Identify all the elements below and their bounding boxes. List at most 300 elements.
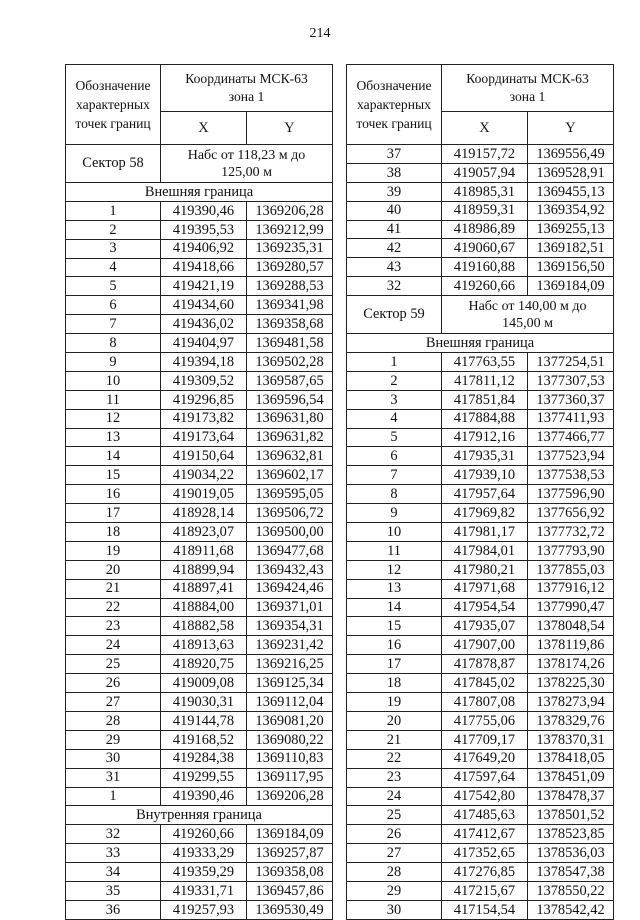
coord-y: 1369182,51 [528, 239, 614, 258]
table-row [347, 409, 614, 428]
coord-y: 1369255,13 [528, 220, 614, 239]
coord-y: 1377916,12 [528, 579, 614, 598]
header-coord-line: Координаты МСК-63 [185, 71, 308, 86]
point-number: 34 [66, 863, 161, 882]
coord-x: 418920,75 [161, 655, 247, 674]
sector-range-line: Набс от 118,23 м до [187, 147, 306, 163]
coord-x: 419284,38 [161, 749, 247, 768]
header-label-line: точек границ [356, 116, 432, 131]
coord-y: 1377793,90 [528, 541, 614, 560]
coord-x: 419331,71 [161, 881, 247, 900]
point-number: 10 [347, 523, 442, 542]
coord-y: 1369184,09 [247, 825, 333, 844]
table-row [347, 541, 614, 560]
point-number: 24 [66, 636, 161, 655]
coord-x: 419390,46 [161, 201, 247, 220]
coord-x: 417649,20 [442, 749, 528, 768]
table-row [66, 768, 333, 787]
coord-x: 417763,55 [442, 353, 528, 372]
coord-x: 418913,63 [161, 636, 247, 655]
table-row [66, 617, 333, 636]
table-row [66, 749, 333, 768]
table-row [66, 239, 333, 258]
point-number: 19 [66, 541, 161, 560]
section-title: Внешняя граница [347, 334, 614, 353]
coord-x: 417907,00 [442, 636, 528, 655]
coord-x: 417276,85 [442, 863, 528, 882]
coord-y: 1378542,42 [528, 900, 614, 919]
coord-y: 1369206,28 [247, 201, 333, 220]
coord-y: 1369280,57 [247, 258, 333, 277]
table-row [66, 315, 333, 334]
coord-x: 419150,64 [161, 447, 247, 466]
table-row [347, 881, 614, 900]
sector-name: Сектор 58 [66, 145, 161, 183]
coord-x: 417884,88 [442, 409, 528, 428]
coord-y: 1378048,54 [528, 617, 614, 636]
coord-x: 419260,66 [161, 825, 247, 844]
point-number: 23 [66, 617, 161, 636]
table-row [66, 523, 333, 542]
point-number: 23 [347, 768, 442, 787]
point-number: 22 [66, 598, 161, 617]
coord-y: 1369080,22 [247, 730, 333, 749]
coord-x: 418928,14 [161, 504, 247, 523]
coord-x: 417957,64 [442, 485, 528, 504]
point-number: 16 [347, 636, 442, 655]
point-number: 30 [347, 900, 442, 919]
point-number: 26 [66, 674, 161, 693]
section-row [66, 183, 333, 202]
table-row [347, 220, 614, 239]
coord-y: 1369354,31 [247, 617, 333, 636]
coord-y: 1369506,72 [247, 504, 333, 523]
table-row [66, 428, 333, 447]
header-coordinates [442, 65, 614, 112]
coord-x: 417811,12 [442, 371, 528, 390]
point-number: 12 [347, 560, 442, 579]
coord-x: 417755,06 [442, 711, 528, 730]
table-row [66, 579, 333, 598]
coord-y: 1378536,03 [528, 844, 614, 863]
sector-height-range [161, 145, 333, 183]
table-row [66, 258, 333, 277]
point-number: 14 [66, 447, 161, 466]
table-row [347, 428, 614, 447]
coord-x: 419057,94 [442, 163, 528, 182]
point-number: 18 [347, 674, 442, 693]
coord-y: 1369257,87 [247, 844, 333, 863]
coord-y: 1369216,25 [247, 655, 333, 674]
header-x: X [161, 112, 247, 145]
coord-x: 417954,54 [442, 598, 528, 617]
table-row [347, 258, 614, 277]
coord-y: 1369481,58 [247, 334, 333, 353]
table-row [66, 711, 333, 730]
header-y: Y [528, 112, 614, 145]
table-row [66, 881, 333, 900]
page-number: 214 [309, 26, 331, 41]
point-number: 32 [347, 277, 442, 296]
coord-y: 1377990,47 [528, 598, 614, 617]
table-row [347, 560, 614, 579]
table-row [66, 201, 333, 220]
point-number: 26 [347, 825, 442, 844]
coord-x: 418911,68 [161, 541, 247, 560]
coord-x: 419160,88 [442, 258, 528, 277]
coord-y: 1369556,49 [528, 145, 614, 164]
header-coord-line: зона 1 [228, 89, 265, 104]
table-row [347, 655, 614, 674]
point-number: 15 [66, 466, 161, 485]
table-row [66, 371, 333, 390]
coord-y: 1369212,99 [247, 220, 333, 239]
point-number: 17 [347, 655, 442, 674]
coord-x: 419060,67 [442, 239, 528, 258]
coord-x: 418897,41 [161, 579, 247, 598]
sector-row [66, 145, 333, 183]
point-number: 30 [66, 749, 161, 768]
table-row [347, 863, 614, 882]
point-number: 15 [347, 617, 442, 636]
point-number: 4 [347, 409, 442, 428]
point-number: 7 [66, 315, 161, 334]
coord-y: 1369110,83 [247, 749, 333, 768]
coord-y: 1378174,26 [528, 655, 614, 674]
point-number: 21 [347, 730, 442, 749]
header-coord-line: Координаты МСК-63 [466, 71, 589, 86]
header-label-line: Обозначение [356, 78, 432, 93]
table-body-right [347, 65, 614, 920]
coord-y: 1369455,13 [528, 182, 614, 201]
coord-y: 1369371,01 [247, 598, 333, 617]
coord-y: 1377307,53 [528, 371, 614, 390]
coord-x: 418899,94 [161, 560, 247, 579]
coord-y: 1377360,37 [528, 390, 614, 409]
coord-x: 418986,89 [442, 220, 528, 239]
header-label-line: точек границ [75, 116, 151, 131]
point-number: 22 [347, 749, 442, 768]
section-title: Внутренняя граница [66, 806, 333, 825]
point-number: 2 [347, 371, 442, 390]
table-row [66, 409, 333, 428]
coord-y: 1377855,03 [528, 560, 614, 579]
point-number: 3 [347, 390, 442, 409]
table-row [347, 390, 614, 409]
point-number: 21 [66, 579, 161, 598]
table-row [66, 655, 333, 674]
coord-x: 419418,66 [161, 258, 247, 277]
coord-x: 419299,55 [161, 768, 247, 787]
coord-y: 1369432,43 [247, 560, 333, 579]
coord-x: 417971,68 [442, 579, 528, 598]
table-row [347, 844, 614, 863]
point-number: 1 [66, 787, 161, 806]
point-number: 31 [66, 768, 161, 787]
coord-x: 419260,66 [442, 277, 528, 296]
table-row [66, 787, 333, 806]
coord-y: 1378225,30 [528, 674, 614, 693]
point-number: 8 [66, 334, 161, 353]
point-number: 35 [66, 881, 161, 900]
table-body-left [66, 65, 333, 920]
point-number: 18 [66, 523, 161, 542]
sector-range-line: 145,00 м [502, 315, 553, 331]
point-number: 13 [66, 428, 161, 447]
coord-y: 1369528,91 [528, 163, 614, 182]
point-number: 28 [66, 711, 161, 730]
coord-y: 1378273,94 [528, 693, 614, 712]
coord-y: 1377538,53 [528, 466, 614, 485]
coord-y: 1377596,90 [528, 485, 614, 504]
coord-x: 419009,08 [161, 674, 247, 693]
coord-x: 417912,16 [442, 428, 528, 447]
coord-y: 1369424,46 [247, 579, 333, 598]
coord-y: 1369596,54 [247, 390, 333, 409]
coord-y: 1369530,49 [247, 900, 333, 919]
table-row [66, 504, 333, 523]
coord-x: 417935,07 [442, 617, 528, 636]
coord-x: 419390,46 [161, 787, 247, 806]
point-number: 33 [66, 844, 161, 863]
point-number: 42 [347, 239, 442, 258]
point-number: 20 [66, 560, 161, 579]
coord-y: 1369081,20 [247, 711, 333, 730]
point-number: 39 [347, 182, 442, 201]
coord-y: 1369502,28 [247, 353, 333, 372]
coord-y: 1369500,00 [247, 523, 333, 542]
point-number: 20 [347, 711, 442, 730]
coord-y: 1378547,38 [528, 863, 614, 882]
coord-x: 417542,80 [442, 787, 528, 806]
table-row [66, 447, 333, 466]
point-number: 5 [347, 428, 442, 447]
table-row [66, 485, 333, 504]
coord-x: 419434,60 [161, 296, 247, 315]
coord-x: 419404,97 [161, 334, 247, 353]
coord-y: 1378329,76 [528, 711, 614, 730]
table-row [347, 768, 614, 787]
sector-height-range [442, 296, 614, 334]
coord-x: 419333,29 [161, 844, 247, 863]
coord-y: 1369477,68 [247, 541, 333, 560]
header-x: X [442, 112, 528, 145]
table-row [347, 730, 614, 749]
coord-y: 1369631,80 [247, 409, 333, 428]
coord-x: 417154,54 [442, 900, 528, 919]
table-row [347, 201, 614, 220]
coord-y: 1378523,85 [528, 825, 614, 844]
coord-x: 419395,53 [161, 220, 247, 239]
coord-x: 418923,07 [161, 523, 247, 542]
point-number: 25 [347, 806, 442, 825]
point-number: 4 [66, 258, 161, 277]
point-number: 29 [66, 730, 161, 749]
coord-y: 1369125,34 [247, 674, 333, 693]
table-row [347, 523, 614, 542]
coord-x: 419034,22 [161, 466, 247, 485]
coord-x: 419173,82 [161, 409, 247, 428]
table-row [66, 900, 333, 919]
point-number: 11 [66, 390, 161, 409]
coord-y: 1378119,86 [528, 636, 614, 655]
table-row [347, 579, 614, 598]
header-row [66, 65, 333, 112]
coord-x: 417878,87 [442, 655, 528, 674]
table-row [347, 693, 614, 712]
section-row [66, 806, 333, 825]
table-row [347, 598, 614, 617]
table-row [347, 636, 614, 655]
point-number: 9 [347, 504, 442, 523]
table-row [66, 863, 333, 882]
table-row [347, 353, 614, 372]
table-row [347, 447, 614, 466]
coord-y: 1378550,22 [528, 881, 614, 900]
coord-x: 417969,82 [442, 504, 528, 523]
coord-x: 417597,64 [442, 768, 528, 787]
table-row [66, 844, 333, 863]
table-row [66, 220, 333, 239]
coord-x: 419257,93 [161, 900, 247, 919]
point-number: 14 [347, 598, 442, 617]
coord-y: 1378501,52 [528, 806, 614, 825]
point-number: 29 [347, 881, 442, 900]
coordinates-table-left [65, 64, 333, 920]
coord-y: 1369354,92 [528, 201, 614, 220]
point-number: 6 [347, 447, 442, 466]
table-row [66, 693, 333, 712]
coord-x: 417939,10 [442, 466, 528, 485]
header-label-line: Обозначение [75, 78, 151, 93]
coord-y: 1378451,09 [528, 768, 614, 787]
point-number: 19 [347, 693, 442, 712]
table-row [66, 296, 333, 315]
table-row [66, 636, 333, 655]
point-number: 13 [347, 579, 442, 598]
header-y: Y [247, 112, 333, 145]
coord-x: 417485,63 [442, 806, 528, 825]
coord-y: 1369112,04 [247, 693, 333, 712]
point-number: 38 [347, 163, 442, 182]
table-row [66, 674, 333, 693]
coord-y: 1369631,82 [247, 428, 333, 447]
table-row [347, 806, 614, 825]
point-number: 43 [347, 258, 442, 277]
table-row [347, 466, 614, 485]
point-number: 6 [66, 296, 161, 315]
header-row [347, 65, 614, 112]
point-number: 27 [66, 693, 161, 712]
coord-x: 419144,78 [161, 711, 247, 730]
coord-y: 1369341,98 [247, 296, 333, 315]
table-row [347, 163, 614, 182]
point-number: 5 [66, 277, 161, 296]
coord-x: 417851,84 [442, 390, 528, 409]
coord-y: 1369288,53 [247, 277, 333, 296]
coord-x: 417352,65 [442, 844, 528, 863]
point-number: 11 [347, 541, 442, 560]
coord-x: 419406,92 [161, 239, 247, 258]
table-row [347, 277, 614, 296]
coord-y: 1378418,05 [528, 749, 614, 768]
table-row [347, 787, 614, 806]
table-row [66, 560, 333, 579]
coord-y: 1369235,31 [247, 239, 333, 258]
coord-y: 1369117,95 [247, 768, 333, 787]
coord-y: 1378478,37 [528, 787, 614, 806]
coord-x: 419296,85 [161, 390, 247, 409]
point-number: 8 [347, 485, 442, 504]
sector-range-line: Набс от 140,00 м до [468, 298, 587, 314]
table-row [66, 353, 333, 372]
coord-y: 1369358,68 [247, 315, 333, 334]
coord-x: 417935,31 [442, 447, 528, 466]
header-point-label [347, 65, 442, 145]
coord-y: 1369206,28 [247, 787, 333, 806]
coord-y: 1369156,50 [528, 258, 614, 277]
table-row [66, 466, 333, 485]
coord-x: 419030,31 [161, 693, 247, 712]
point-number: 24 [347, 787, 442, 806]
point-number: 16 [66, 485, 161, 504]
coord-y: 1377732,72 [528, 523, 614, 542]
coord-y: 1369457,86 [247, 881, 333, 900]
header-label-line: характерных [357, 97, 431, 112]
coord-y: 1369358,08 [247, 863, 333, 882]
point-number: 1 [347, 353, 442, 372]
point-number: 28 [347, 863, 442, 882]
coord-x: 419394,18 [161, 353, 247, 372]
point-number: 27 [347, 844, 442, 863]
coord-x: 419309,52 [161, 371, 247, 390]
coord-x: 417984,01 [442, 541, 528, 560]
header-coord-line: зона 1 [509, 89, 546, 104]
sector-name: Сектор 59 [347, 296, 442, 334]
coord-x: 418959,31 [442, 201, 528, 220]
point-number: 32 [66, 825, 161, 844]
coord-x: 417412,67 [442, 825, 528, 844]
table-row [66, 390, 333, 409]
table-row [347, 371, 614, 390]
coord-x: 419168,52 [161, 730, 247, 749]
point-number: 37 [347, 145, 442, 164]
coord-y: 1369602,17 [247, 466, 333, 485]
point-number: 17 [66, 504, 161, 523]
point-number: 41 [347, 220, 442, 239]
point-number: 12 [66, 409, 161, 428]
table-row [66, 334, 333, 353]
table-row [66, 730, 333, 749]
table-row [347, 504, 614, 523]
table-row [347, 674, 614, 693]
header-coordinates [161, 65, 333, 112]
coord-x: 419359,29 [161, 863, 247, 882]
coord-x: 418882,58 [161, 617, 247, 636]
point-number: 1 [66, 201, 161, 220]
table-row [66, 277, 333, 296]
header-point-label [66, 65, 161, 145]
coord-y: 1369595,05 [247, 485, 333, 504]
table-row [66, 541, 333, 560]
coordinates-table-right [346, 64, 614, 920]
table-row [347, 182, 614, 201]
coord-x: 419157,72 [442, 145, 528, 164]
coord-y: 1369587,65 [247, 371, 333, 390]
coord-x: 419436,02 [161, 315, 247, 334]
point-number: 40 [347, 201, 442, 220]
coord-x: 419173,64 [161, 428, 247, 447]
